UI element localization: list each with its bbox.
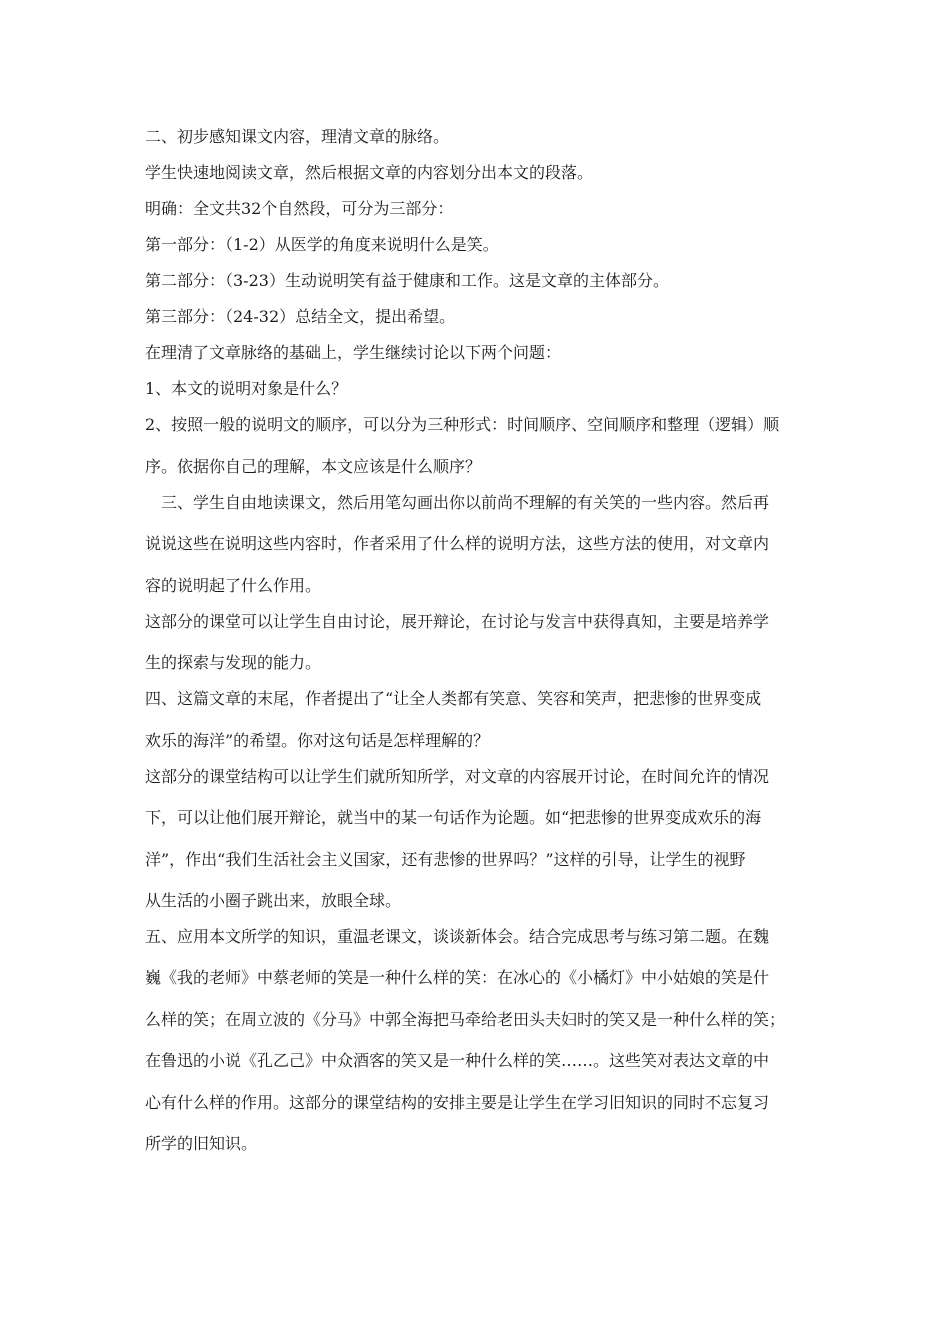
text-line: 在理清了文章脉络的基础上，学生继续讨论以下两个问题： — [145, 343, 562, 362]
text-line: 洋”，作出“我们生活社会主义国家，还有悲惨的世界吗？”这样的引导，让学生的视野 — [145, 850, 746, 869]
text-line: 明确：全文共32个自然段，可分为三部分： — [145, 199, 454, 218]
text-line: 么样的笑；在周立波的《分马》中郭全海把马牵给老田头夫妇时的笑又是一种什么样的笑； — [145, 1010, 786, 1029]
text-line: 容的说明起了什么作用。 — [145, 576, 322, 595]
text-line: 第三部分：（24-32）总结全文，提出希望。 — [145, 307, 456, 326]
text-line: 巍《我的老师》中蔡老师的笑是一种什么样的笑：在冰心的《小橘灯》中小姑娘的笑是什 — [145, 968, 770, 987]
text-line: 2、按照一般的说明文的顺序，可以分为三种形式：时间顺序、空间顺序和整理（逻辑）顺 — [145, 415, 780, 434]
text-line: 欢乐的海洋”的希望。你对这句话是怎样理解的？ — [145, 731, 490, 750]
text-line: 五、应用本文所学的知识，重温老课文，谈谈新体会。结合完成思考与练习第二题。在魏 — [145, 927, 770, 946]
text-line: 第一部分：（1-2）从医学的角度来说明什么是笑。 — [145, 235, 499, 254]
text-line: 四、这篇文章的末尾，作者提出了“让全人类都有笑意、笑容和笑声，把悲惨的世界变成 — [145, 689, 762, 708]
text-line: 第二部分：（3-23）生动说明笑有益于健康和工作。这是文章的主体部分。 — [145, 271, 669, 290]
text-line: 所学的旧知识。 — [145, 1134, 258, 1153]
text-line: 从生活的小圈子跳出来，放眼全球。 — [145, 891, 402, 910]
text-line: 说说这些在说明这些内容时，作者采用了什么样的说明方法，这些方法的使用，对文章内 — [145, 534, 770, 553]
text-line: 1、本文的说明对象是什么？ — [145, 379, 348, 398]
text-line: 二、初步感知课文内容，理清文章的脉络。 — [145, 127, 450, 146]
text-line: 生的探索与发现的能力。 — [145, 653, 322, 672]
text-line: 心有什么样的作用。这部分的课堂结构的安排主要是让学生在学习旧知识的同时不忘复习 — [145, 1093, 770, 1112]
text-line: 三、学生自由地读课文，然后用笔勾画出你以前尚不理解的有关笑的一些内容。然后再 — [161, 493, 770, 512]
text-line: 序。依据你自己的理解，本文应该是什么顺序？ — [145, 457, 482, 476]
text-line: 下，可以让他们展开辩论，就当中的某一句话作为论题。如“把悲惨的世界变成欢乐的海 — [145, 808, 762, 827]
text-line: 学生快速地阅读文章，然后根据文章的内容划分出本文的段落。 — [145, 163, 594, 182]
text-line: 这部分的课堂可以让学生自由讨论，展开辩论，在讨论与发言中获得真知，主要是培养学 — [145, 612, 770, 631]
text-line: 这部分的课堂结构可以让学生们就所知所学，对文章的内容展开讨论，在时间允许的情况 — [145, 767, 770, 786]
text-line: 在鲁迅的小说《孔乙己》中众酒客的笑又是一种什么样的笑……。这些笑对表达文章的中 — [145, 1051, 770, 1070]
